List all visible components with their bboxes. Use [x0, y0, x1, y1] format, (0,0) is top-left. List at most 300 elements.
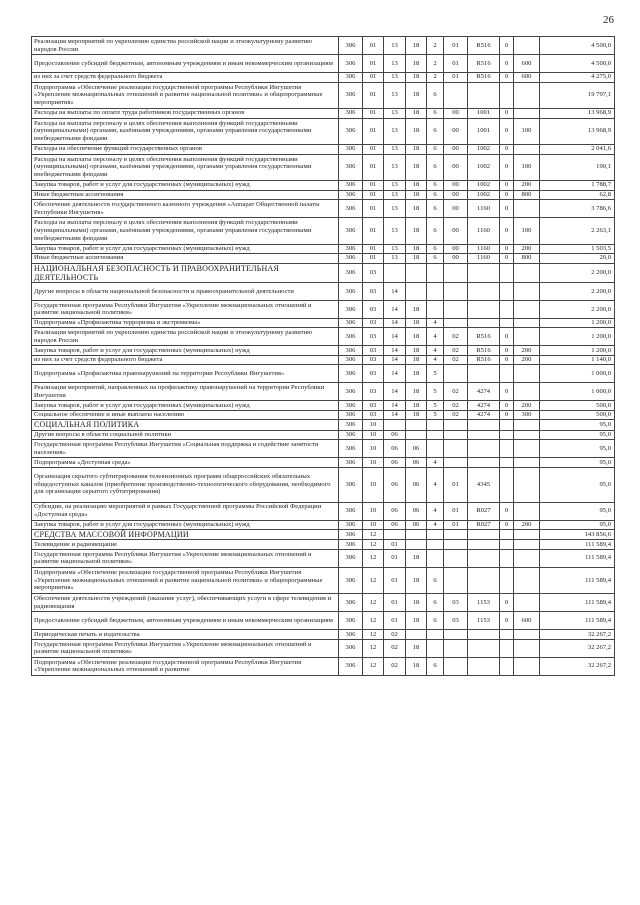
subsection-code: 02	[384, 630, 406, 640]
event-code	[444, 282, 468, 300]
expense-type-code: 100	[514, 218, 540, 245]
program-code: 18	[406, 154, 427, 181]
table-row	[32, 549, 615, 567]
amount: 500,0	[540, 410, 615, 420]
amount: 1 200,0	[540, 328, 615, 346]
program-code: 18	[406, 383, 427, 401]
row-name: Предоставление субсидий бюджетным, автономным учреждениям и иным некоммерческим организациям	[32, 612, 339, 630]
event-code	[444, 567, 468, 594]
direction-code	[468, 657, 500, 675]
section-code: 12	[363, 630, 384, 640]
program-code: 18	[406, 109, 427, 119]
expense-type-code	[514, 420, 540, 430]
ministry-code: 306	[339, 145, 363, 155]
subprogram-code	[427, 263, 444, 282]
ministry-code: 306	[339, 540, 363, 550]
direction-suffix: 0	[500, 612, 514, 630]
section-code: 03	[363, 328, 384, 346]
subsection-code: 02	[384, 657, 406, 675]
event-code	[444, 630, 468, 640]
subsection-code: 01	[384, 540, 406, 550]
row-name: Расходы на выплаты по оплате труда работников государственных органов	[32, 109, 339, 119]
subprogram-code: 5	[427, 365, 444, 383]
subprogram-code: 2	[427, 55, 444, 73]
expense-type-code: 200	[514, 520, 540, 530]
expense-type-code: 200	[514, 181, 540, 191]
program-code: 18	[406, 118, 427, 145]
direction-code: 1002	[468, 181, 500, 191]
subprogram-code	[427, 549, 444, 567]
program-code	[406, 430, 427, 440]
subsection-code	[384, 420, 406, 430]
expense-type-code	[514, 630, 540, 640]
section-code: 12	[363, 612, 384, 630]
row-name: Подпрограмма «Обеспечение реализации государственной программы Республики Ингушетия «Укрепление межнациональных отношений и развитие национальной политики» и общепрограммные мероприятия»	[32, 567, 339, 594]
subprogram-code: 4	[427, 318, 444, 328]
amount: 2 041,6	[540, 145, 615, 155]
direction-suffix: 0	[500, 109, 514, 119]
section-code: 01	[363, 190, 384, 200]
row-name: Обеспечение деятельности учреждений (оказание услуг), обеспечивающих услуги в сфере телевидения и радиовещания	[32, 594, 339, 612]
program-code: 18	[406, 657, 427, 675]
expense-type-code: 600	[514, 612, 540, 630]
ministry-code: 306	[339, 109, 363, 119]
amount: 111 589,4	[540, 594, 615, 612]
direction-suffix	[500, 530, 514, 540]
section-code: 03	[363, 263, 384, 282]
program-code: 18	[406, 365, 427, 383]
ministry-code: 306	[339, 365, 363, 383]
table-row	[32, 567, 615, 594]
direction-code: R516	[468, 346, 500, 356]
ministry-code: 306	[339, 55, 363, 73]
amount: 32 267,2	[540, 630, 615, 640]
expense-type-code	[514, 594, 540, 612]
direction-code: 1002	[468, 145, 500, 155]
direction-code: R027	[468, 520, 500, 530]
row-name: Государственная программа Республики Ингушетия «Укрепление межнациональных отношений и развитие национальной политики»	[32, 300, 339, 318]
ministry-code: 306	[339, 346, 363, 356]
event-code	[444, 420, 468, 430]
subprogram-code: 6	[427, 190, 444, 200]
expense-type-code	[514, 567, 540, 594]
event-code: 01	[444, 520, 468, 530]
amount: 111 589,4	[540, 567, 615, 594]
subsection-code: 13	[384, 82, 406, 109]
subsection-code: 14	[384, 318, 406, 328]
section-code: 03	[363, 346, 384, 356]
amount: 2 263,1	[540, 218, 615, 245]
event-code	[444, 440, 468, 458]
event-code	[444, 300, 468, 318]
subsection-code: 01	[384, 549, 406, 567]
section-code: 01	[363, 82, 384, 109]
section-code: 10	[363, 458, 384, 468]
amount: 4 500,0	[540, 37, 615, 55]
section-code: 12	[363, 530, 384, 540]
table-row	[32, 282, 615, 300]
direction-code	[468, 300, 500, 318]
amount: 62,8	[540, 190, 615, 200]
subsection-code	[384, 263, 406, 282]
ministry-code: 306	[339, 218, 363, 245]
row-name: Субсидии, на реализацию мероприятий в рамках Государственной программы Российской Федерации «Доступная среда»	[32, 502, 339, 520]
direction-code: 1001	[468, 109, 500, 119]
amount: 190,1	[540, 154, 615, 181]
subprogram-code: 2	[427, 73, 444, 83]
section-code: 03	[363, 410, 384, 420]
direction-code	[468, 639, 500, 657]
direction-suffix	[500, 567, 514, 594]
expense-type-code: 600	[514, 55, 540, 73]
event-code: 00	[444, 154, 468, 181]
direction-suffix	[500, 300, 514, 318]
row-name: Иные бюджетные ассигнования	[32, 190, 339, 200]
expense-type-code	[514, 300, 540, 318]
subsection-code: 06	[384, 440, 406, 458]
subprogram-code: 6	[427, 200, 444, 218]
ministry-code: 306	[339, 181, 363, 191]
direction-suffix: 0	[500, 73, 514, 83]
subprogram-code	[427, 639, 444, 657]
direction-code	[468, 82, 500, 109]
direction-code: 1160	[468, 218, 500, 245]
row-name: НАЦИОНАЛЬНАЯ БЕЗОПАСНОСТЬ И ПРАВООХРАНИТЕЛЬНАЯ ДЕЯТЕЛЬНОСТЬ	[32, 263, 339, 282]
table-row	[32, 657, 615, 675]
subprogram-code: 6	[427, 118, 444, 145]
direction-code	[468, 549, 500, 567]
direction-suffix: 0	[500, 410, 514, 420]
ministry-code: 306	[339, 118, 363, 145]
subsection-code: 13	[384, 200, 406, 218]
direction-suffix: 0	[500, 154, 514, 181]
amount: 4 275,0	[540, 73, 615, 83]
subprogram-code: 4	[427, 502, 444, 520]
amount: 95,0	[540, 458, 615, 468]
event-code: 02	[444, 383, 468, 401]
row-name: Периодическая печать и издательства	[32, 630, 339, 640]
subsection-code: 14	[384, 328, 406, 346]
section-row	[32, 420, 615, 430]
subprogram-code: 4	[427, 458, 444, 468]
section-code: 10	[363, 440, 384, 458]
direction-code: 1153	[468, 612, 500, 630]
event-code	[444, 430, 468, 440]
expense-type-code	[514, 328, 540, 346]
expense-type-code	[514, 365, 540, 383]
table-row	[32, 594, 615, 612]
section-code: 01	[363, 181, 384, 191]
subprogram-code: 6	[427, 181, 444, 191]
ministry-code: 306	[339, 430, 363, 440]
event-code: 03	[444, 612, 468, 630]
amount: 95,0	[540, 467, 615, 502]
subprogram-code: 6	[427, 145, 444, 155]
subsection-code: 14	[384, 355, 406, 365]
direction-suffix	[500, 263, 514, 282]
row-name: Телевидение и радиовещание	[32, 540, 339, 550]
table-row	[32, 200, 615, 218]
section-row	[32, 263, 615, 282]
event-code: 03	[444, 594, 468, 612]
program-code: 18	[406, 145, 427, 155]
direction-code: 4345	[468, 467, 500, 502]
program-code: 18	[406, 218, 427, 245]
amount: 2 200,0	[540, 263, 615, 282]
program-code: 18	[406, 73, 427, 83]
direction-code: 4274	[468, 401, 500, 411]
subprogram-code	[427, 282, 444, 300]
direction-suffix: 0	[500, 190, 514, 200]
direction-code	[468, 263, 500, 282]
subsection-code: 13	[384, 218, 406, 245]
direction-suffix	[500, 458, 514, 468]
event-code: 01	[444, 73, 468, 83]
row-name: Расходы на обеспечение функций государственных органов	[32, 145, 339, 155]
expense-type-code	[514, 82, 540, 109]
section-code: 10	[363, 502, 384, 520]
row-name: Реализация мероприятий по укреплению единства российской нации и этнокультурному развитию народов России	[32, 37, 339, 55]
row-name: Подпрограмма «Профилактика терроризма и экстремизма»	[32, 318, 339, 328]
program-code: 06	[406, 467, 427, 502]
amount: 1 000,0	[540, 383, 615, 401]
section-code: 01	[363, 244, 384, 254]
event-code	[444, 639, 468, 657]
event-code: 00	[444, 244, 468, 254]
subprogram-code: 4	[427, 355, 444, 365]
table-row	[32, 318, 615, 328]
subprogram-code: 6	[427, 612, 444, 630]
subprogram-code: 4	[427, 520, 444, 530]
program-code: 18	[406, 567, 427, 594]
section-code: 10	[363, 430, 384, 440]
direction-suffix	[500, 639, 514, 657]
event-code: 01	[444, 37, 468, 55]
subsection-code: 13	[384, 37, 406, 55]
ministry-code: 306	[339, 254, 363, 264]
subprogram-code: 6	[427, 154, 444, 181]
direction-code: 4274	[468, 383, 500, 401]
ministry-code: 306	[339, 502, 363, 520]
table-row	[32, 254, 615, 264]
table-row	[32, 37, 615, 55]
amount: 500,0	[540, 401, 615, 411]
direction-code	[468, 430, 500, 440]
budget-table-body	[32, 37, 615, 676]
event-code	[444, 263, 468, 282]
subsection-code: 13	[384, 109, 406, 119]
program-code: 18	[406, 410, 427, 420]
subprogram-code: 5	[427, 401, 444, 411]
ministry-code: 306	[339, 549, 363, 567]
subprogram-code: 4	[427, 346, 444, 356]
subprogram-code	[427, 430, 444, 440]
subprogram-code: 6	[427, 218, 444, 245]
table-row	[32, 181, 615, 191]
amount: 1 788,7	[540, 181, 615, 191]
direction-suffix: 0	[500, 37, 514, 55]
subsection-code: 06	[384, 502, 406, 520]
section-code: 03	[363, 383, 384, 401]
amount: 1 200,0	[540, 318, 615, 328]
section-code: 01	[363, 145, 384, 155]
page-number: 26	[603, 14, 614, 26]
amount: 4 500,0	[540, 55, 615, 73]
ministry-code: 306	[339, 263, 363, 282]
direction-code: R516	[468, 55, 500, 73]
event-code: 00	[444, 109, 468, 119]
direction-suffix: 0	[500, 244, 514, 254]
event-code	[444, 540, 468, 550]
direction-suffix: 0	[500, 520, 514, 530]
amount: 20,0	[540, 254, 615, 264]
event-code: 01	[444, 502, 468, 520]
expense-type-code	[514, 639, 540, 657]
expense-type-code: 600	[514, 73, 540, 83]
direction-suffix	[500, 657, 514, 675]
ministry-code: 306	[339, 37, 363, 55]
program-code	[406, 530, 427, 540]
expense-type-code: 200	[514, 346, 540, 356]
section-code: 01	[363, 55, 384, 73]
section-code: 12	[363, 567, 384, 594]
direction-code: 1001	[468, 118, 500, 145]
subsection-code: 14	[384, 282, 406, 300]
direction-suffix: 0	[500, 200, 514, 218]
expense-type-code	[514, 145, 540, 155]
section-code: 01	[363, 37, 384, 55]
direction-code	[468, 458, 500, 468]
event-code: 00	[444, 145, 468, 155]
event-code: 02	[444, 355, 468, 365]
ministry-code: 306	[339, 82, 363, 109]
subsection-code: 13	[384, 118, 406, 145]
section-code: 03	[363, 401, 384, 411]
direction-suffix	[500, 420, 514, 430]
program-code: 18	[406, 594, 427, 612]
amount: 95,0	[540, 420, 615, 430]
direction-code	[468, 540, 500, 550]
amount: 143 856,6	[540, 530, 615, 540]
program-code: 18	[406, 200, 427, 218]
amount: 1 000,0	[540, 365, 615, 383]
direction-suffix: 0	[500, 118, 514, 145]
subprogram-code	[427, 630, 444, 640]
expense-type-code	[514, 37, 540, 55]
direction-code: R516	[468, 328, 500, 346]
subsection-code: 14	[384, 365, 406, 383]
direction-suffix	[500, 630, 514, 640]
ministry-code: 306	[339, 594, 363, 612]
amount: 1 503,5	[540, 244, 615, 254]
row-name: Закупка товаров, работ и услуг для государственных (муниципальных) нужд	[32, 401, 339, 411]
row-name: из них за счет средств федерального бюджета	[32, 73, 339, 83]
row-name: Подпрограмма «Обеспечение реализации государственной программы Республики Ингушетия «Укрепление межнациональных отношений и развитие	[32, 657, 339, 675]
direction-code	[468, 440, 500, 458]
program-code: 18	[406, 55, 427, 73]
table-row	[32, 630, 615, 640]
ministry-code: 306	[339, 467, 363, 502]
row-name: Закупка товаров, работ и услуг для государственных (муниципальных) нужд	[32, 346, 339, 356]
program-code: 18	[406, 244, 427, 254]
subprogram-code: 6	[427, 109, 444, 119]
direction-code	[468, 630, 500, 640]
event-code	[444, 458, 468, 468]
direction-code: 1160	[468, 244, 500, 254]
row-name: Расходы на выплаты персоналу в целях обеспечения выполнения функций государственными (муниципальными) органами, казёнными учреждениями, органами управления государственными внебюджетными фондами	[32, 154, 339, 181]
subsection-code: 01	[384, 567, 406, 594]
subprogram-code: 6	[427, 567, 444, 594]
table-row	[32, 118, 615, 145]
direction-code	[468, 420, 500, 430]
ministry-code: 306	[339, 420, 363, 430]
amount: 95,0	[540, 502, 615, 520]
expense-type-code	[514, 530, 540, 540]
event-code: 02	[444, 410, 468, 420]
direction-suffix	[500, 549, 514, 567]
amount: 1 140,0	[540, 355, 615, 365]
program-code	[406, 263, 427, 282]
section-code: 12	[363, 549, 384, 567]
table-row	[32, 430, 615, 440]
direction-code: R027	[468, 502, 500, 520]
program-code	[406, 282, 427, 300]
row-name: Другие вопросы в области социальной политики	[32, 430, 339, 440]
section-code: 03	[363, 318, 384, 328]
section-code: 01	[363, 118, 384, 145]
ministry-code: 306	[339, 567, 363, 594]
event-code: 02	[444, 346, 468, 356]
subsection-code: 14	[384, 401, 406, 411]
row-name: Предоставление субсидий бюджетным, автономным учреждениям и иным некоммерческим организациям	[32, 55, 339, 73]
direction-code: R516	[468, 37, 500, 55]
subprogram-code: 6	[427, 244, 444, 254]
section-code: 12	[363, 639, 384, 657]
event-code: 00	[444, 181, 468, 191]
subprogram-code	[427, 540, 444, 550]
subsection-code: 14	[384, 410, 406, 420]
subprogram-code	[427, 300, 444, 318]
row-name: Закупка товаров, работ и услуг для государственных (муниципальных) нужд	[32, 244, 339, 254]
subsection-code: 14	[384, 383, 406, 401]
row-name: Подпрограмма «Профилактика правонарушений на территории Республики Ингушетия»	[32, 365, 339, 383]
row-name: Государственная программа Республики Ингушетия «Укрепление межнациональных отношений и развитие национальной политики»	[32, 549, 339, 567]
program-code: 06	[406, 440, 427, 458]
table-row	[32, 73, 615, 83]
direction-code: 1002	[468, 190, 500, 200]
subprogram-code	[427, 420, 444, 430]
table-row	[32, 612, 615, 630]
amount: 2 200,0	[540, 300, 615, 318]
direction-suffix	[500, 318, 514, 328]
amount: 13 968,9	[540, 118, 615, 145]
table-row	[32, 502, 615, 520]
program-code: 18	[406, 328, 427, 346]
table-row	[32, 328, 615, 346]
table-row	[32, 145, 615, 155]
program-code: 18	[406, 401, 427, 411]
direction-suffix: 0	[500, 55, 514, 73]
amount: 111 589,4	[540, 612, 615, 630]
direction-suffix: 0	[500, 594, 514, 612]
amount: 95,0	[540, 440, 615, 458]
row-name: Обеспечение деятельности государственного казенного учреждения «Аппарат Общественной палаты Республики Ингушетия»	[32, 200, 339, 218]
row-name: Подпрограмма «Обеспечение реализации государственной программы Республики Ингушетия «Укрепление межнациональных отношений и развитие национальной политики» и общепрограммные мероприятия»	[32, 82, 339, 109]
row-name: Закупка товаров, работ и услуг для государственных (муниципальных) нужд	[32, 520, 339, 530]
subprogram-code: 2	[427, 37, 444, 55]
direction-code	[468, 365, 500, 383]
ministry-code: 306	[339, 318, 363, 328]
